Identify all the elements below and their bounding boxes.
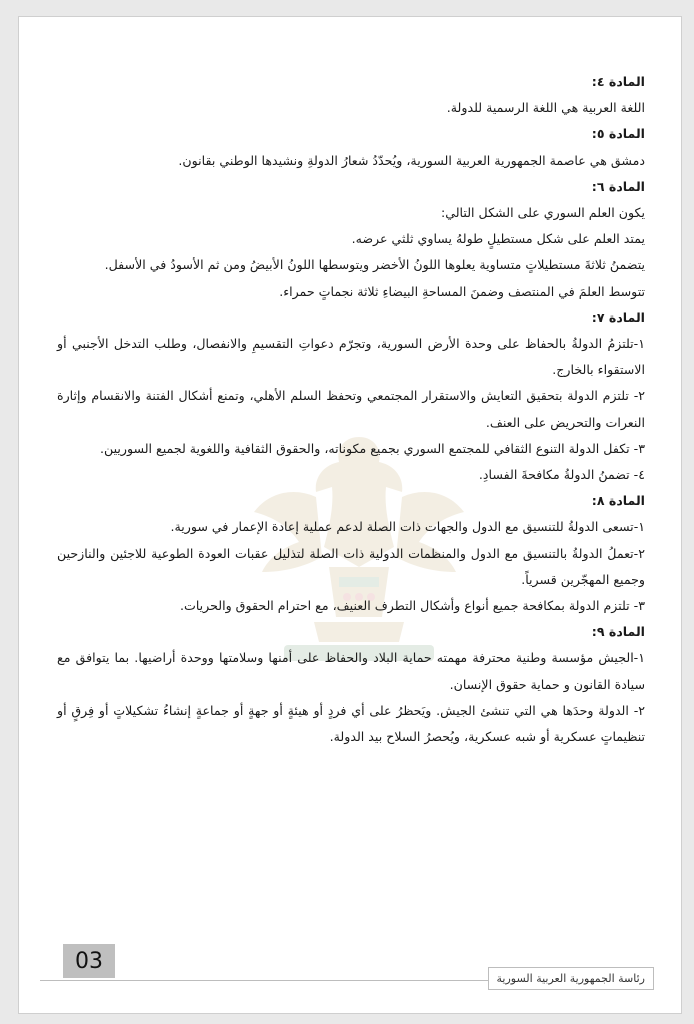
article-paragraph: دمشق هي عاصمة الجمهورية العربية السورية، ويُحدّدُ شعارُ الدولةِ ونشيدها الوطني بقانون. [178, 152, 645, 168]
article-paragraph: ٢- الدولة وحدَها هي التي تنشئ الجيش. ويَحظرُ على أي فردٍ أو هيئةٍ أو جهةٍ أو جماعةٍ إنشاءُ تشكيلاتٍ أو فِرقٍ أو تنظيماتٍ عسكرية أو شبه عسكرية، ويُحصرُ السلاح بيد الدولة. [57, 702, 645, 745]
article-heading: المادة ٦: [591, 178, 645, 194]
article-heading: المادة ٩: [591, 624, 645, 640]
article-paragraph: يمتد العلم على شكل مستطيلٍ طولهُ يساوي ثلثي عرضه. [351, 231, 645, 247]
article-paragraph: ١-تسعى الدولةُ للتنسيق مع الدول والجهات ذات الصلة لدعم عملية إعادة الإعمار في سورية. [170, 519, 645, 535]
article-paragraph: ٢- تلتزم الدولة بتحقيق التعايش والاستقرار المجتمعي وتحفظ السلم الأهلي، وتمنع أشكال الفتنة والانقسام وإثارة النعرات والتحريض على العنف. [57, 388, 645, 430]
document-body [57, 69, 645, 750]
article-heading: المادة ٤: [591, 74, 645, 89]
article-paragraph: ٣- تلتزم الدولة بمكافحة جميع أنواع وأشكال التطرف العنيف، مع احترام الحقوق والحريات. [179, 598, 645, 614]
article-heading: المادة ٧: [591, 309, 645, 325]
article-heading: المادة ٥: [591, 126, 645, 142]
footer-title: رئاسة الجمهورية العربية السورية [488, 967, 654, 990]
article-paragraph: ٢-تعملُ الدولةُ بالتنسيق مع الدول والمنظمات الدولية ذات الصلة لتذليل عقبات العودة الطوعية للاجئين والنازحين وجميع المهجّرين قسرياً. [57, 545, 645, 587]
article-paragraph: ٤- تضمنُ الدولةُ مكافحةَ الفسادِ. [478, 467, 645, 483]
article-paragraph: ١-تلتزمُ الدولةُ بالحفاظ على وحدة الأرض السورية، وتجرّم دعواتِ التقسيمِ والانفصال، وطلب التدخل الأجنبي أو الاستقواء بالخارج. [57, 336, 645, 378]
document-page [18, 16, 682, 1014]
article-paragraph: ٣- تكفل الدولة التنوع الثقافي للمجتمع السوري بجميع مكوناته، والحقوق الثقافية واللغوية لجميع السوريين. [99, 440, 645, 456]
article-paragraph: اللغة العربية هي اللغة الرسمية للدولة. [446, 100, 645, 116]
article-paragraph: تتوسط العلمَ في المنتصف وضمنَ المساحةِ البيضاءِ ثلاثة نجماتٍ حمراء. [279, 283, 645, 299]
page-number: 03 [63, 944, 115, 978]
article-heading: المادة ٨: [591, 493, 645, 509]
article-paragraph: ١-الجيش مؤسسة وطنية محترفة مهمته حماية البلاد والحفاظ على أمنها وسلامتها ووحدة أراضيها. بما يتوافق مع سيادة القانون و حماية حقوق الإنسان. [57, 650, 645, 692]
article-paragraph: يتضمنُ ثلاثةَ مستطيلاتٍ متساوية يعلوها اللونُ الأخضر ويتوسطها اللونُ الأبيضُ ومن ثم الأسودُ في الأسفل. [104, 257, 645, 273]
article-paragraph: يكون العلم السوري على الشكل التالي: [440, 205, 645, 221]
